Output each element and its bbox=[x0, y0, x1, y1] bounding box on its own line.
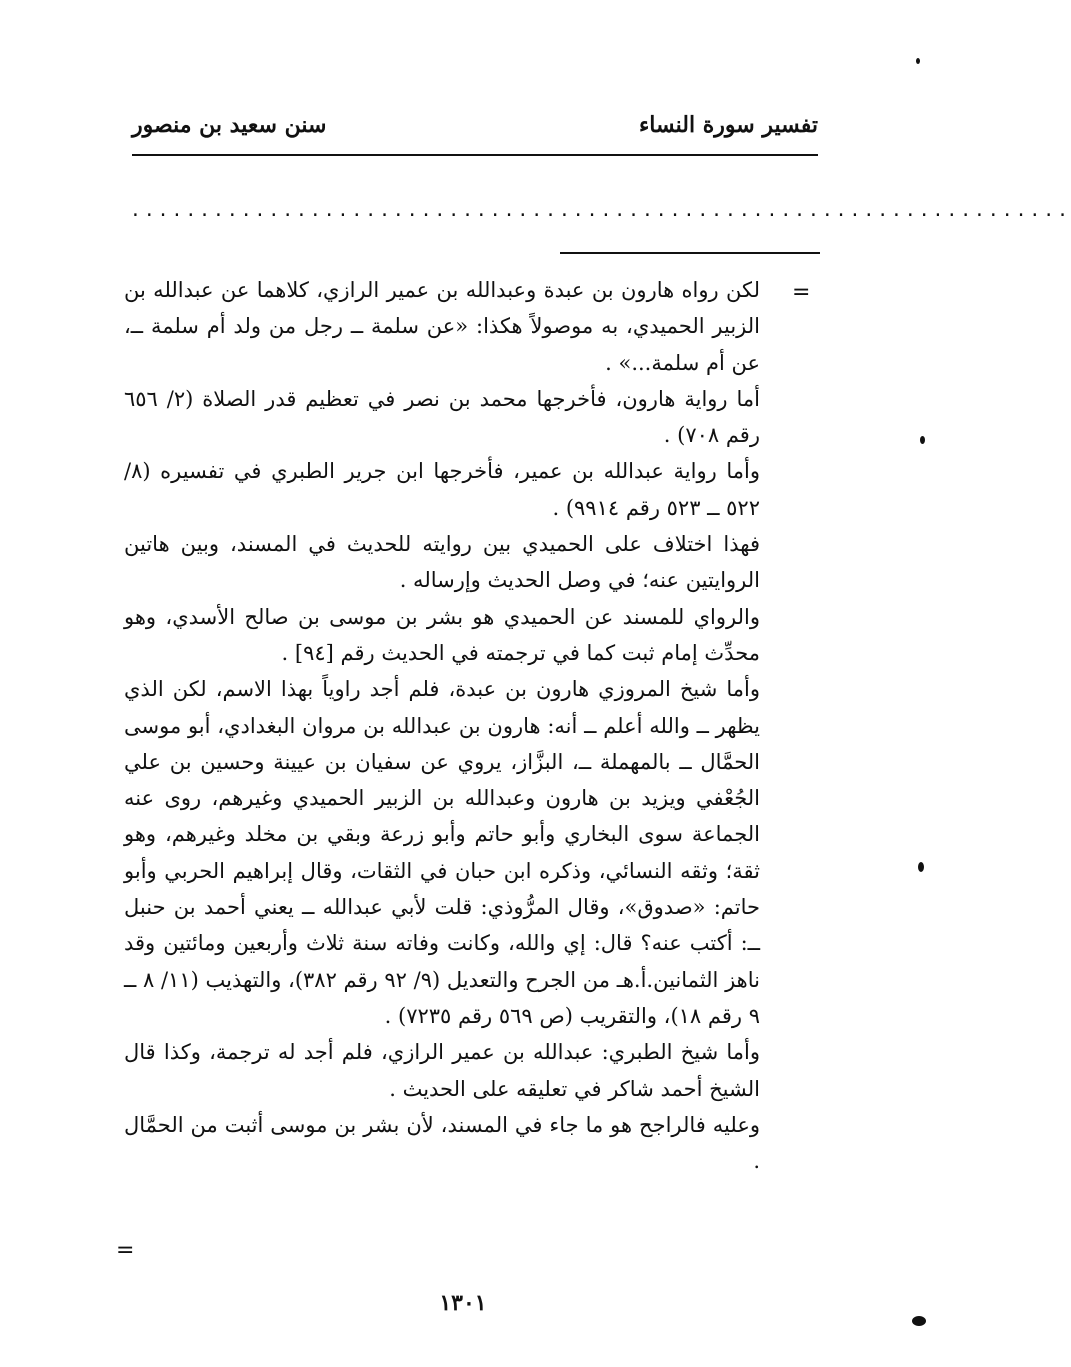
page-number: ١٣٠١ bbox=[439, 1290, 487, 1316]
dotted-separator: .................................................................... bbox=[130, 200, 1071, 221]
paragraph: والرواي للمسند عن الحميدي هو بشر بن موسى بن صالح الأسدي، وهو محدِّث إمام ثبت كما في ترجمته في الحديث رقم [٩٤] . bbox=[124, 604, 760, 665]
book-title: سنن سعيد بن منصور bbox=[132, 112, 327, 138]
continuation-marker-start: = bbox=[792, 280, 811, 305]
scan-speck bbox=[920, 436, 925, 444]
scan-speck bbox=[918, 862, 924, 872]
footnote-rule bbox=[560, 252, 820, 254]
chapter-title: تفسير سورة النساء bbox=[638, 112, 818, 138]
paragraph: لكن رواه هارون بن عبدة وعبدالله بن عمير الرازي، كلاهما عن عبدالله بن الزبير الحميدي، به موصولاً هكذا: «عن سلمة ــ رجل من ولد أم سلمة ــ، عن أم سلمة...» . bbox=[124, 278, 760, 375]
paragraph: وأما رواية عبدالله بن عمير، فأخرجها ابن جرير الطبري في تفسيره (٨/ ٥٢٢ ــ ٥٢٣ رقم ٩٩١٤) . bbox=[124, 459, 760, 520]
footnote-text bbox=[124, 272, 760, 1179]
paragraph: فهذا اختلاف على الحميدي بين روايته للحديث في المسند، وبين هاتين الروايتين عنه؛ في وصل الحديث وإرساله . bbox=[124, 532, 760, 593]
continuation-marker-end: = bbox=[116, 1238, 135, 1263]
paragraph: وأما شيخ المروزي هارون بن عبدة، فلم أجد راوياً بهذا الاسم، لكن الذي يظهر ــ والله أعلم ــ أنه: هارون بن عبدالله بن مروان البغدادي، أبو موسى الحمَّال ــ بالمهملة ــ، البزَّاز، يروي عن سفيان بن عيينة وحسين بن علي الجُعْفي ويزيد بن هارون وعبدالله بن الزبير الحميدي وغيرهم، روى عنه الجماعة سوى البخاري وأبو حاتم وأبو زرعة وبقي بن مخلد وغيرهم، وهو ثقة؛ وثقه النسائي، وذكره ابن حبان في الثقات، وقال إبراهيم الحربي وأبو حاتم: «صدوق»، وقال المرُّوذي: قلت لأبي عبدالله ــ يعني أحمد بن حنبل ــ: أكتب عنه؟ قال: إي والله، وكانت وفاته سنة ثلاث وأربعين ومائتين وقد ناهز الثمانين.أ.هـ من الجرح والتعديل (٩/ ٩٢ رقم ٣٨٢)، والتهذيب (١١/ ٨ ــ ٩ رقم ١٨)، والتقريب (ص ٥٦٩ رقم ٧٢٣٥) . bbox=[124, 677, 760, 1028]
header-rule bbox=[132, 154, 818, 156]
scan-speck bbox=[912, 1316, 926, 1326]
paragraph: وأما شيخ الطبري: عبدالله بن عمير الرازي، فلم أجد له ترجمة، وكذا قال الشيخ أحمد شاكر في تعليقه على الحديث . bbox=[124, 1040, 760, 1101]
paragraph: وعليه فالراجح هو ما جاء في المسند، لأن بشر بن موسى أثبت من الحمَّال . bbox=[124, 1112, 760, 1174]
scan-speck bbox=[916, 58, 920, 64]
paragraph: أما رواية هارون، فأخرجها محمد بن نصر في تعظيم قدر الصلاة (٢/ ٦٥٦ رقم ٧٠٨) . bbox=[124, 386, 760, 448]
page-header bbox=[132, 112, 818, 152]
